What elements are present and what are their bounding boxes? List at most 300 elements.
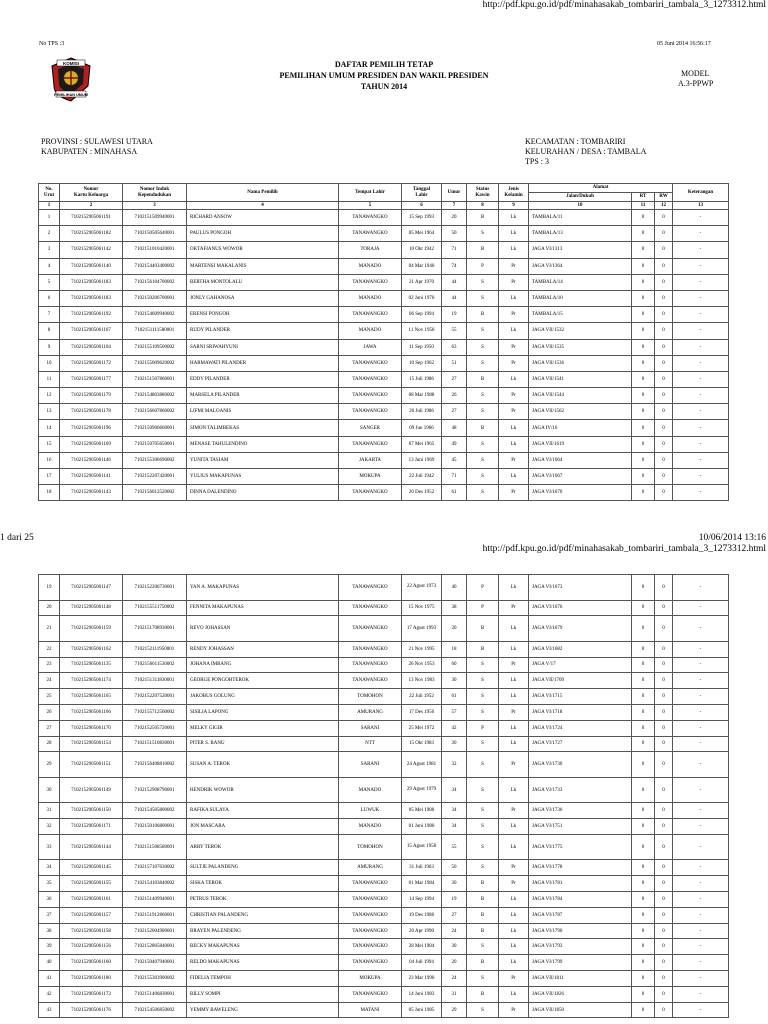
cell-tempat: TANAWANGKO	[339, 371, 402, 387]
cell-status: S	[467, 819, 499, 835]
cell-status: S	[467, 704, 499, 720]
header-nkk: Nomor Kartu Keluarga	[60, 184, 123, 202]
cell-rt: 0	[632, 404, 655, 420]
cell-keterangan: -	[673, 485, 729, 501]
table-row	[39, 210, 729, 226]
cell-no: 24	[39, 673, 60, 689]
cell-no: 2	[39, 226, 60, 242]
cell-rt: 0	[632, 907, 655, 923]
cell-nama: RELDO MAKAPUNAS	[187, 955, 339, 971]
cell-tanggal: 22 Juli 1942	[402, 469, 442, 485]
cell-umur: 48	[442, 420, 467, 436]
cell-tempat: TANAWANGKO	[339, 274, 402, 290]
cell-keterangan: -	[673, 986, 729, 1002]
footer-page: 1 dari 25	[0, 533, 34, 543]
cell-rw: 0	[655, 600, 673, 616]
cell-jk: Pr	[499, 752, 529, 778]
cell-status: S	[467, 834, 499, 860]
cell-nkk: 7102152905061158	[60, 923, 123, 939]
cell-status: S	[467, 290, 499, 306]
cell-rw: 0	[655, 323, 673, 339]
cell-nama: ERENSI PONGOH	[187, 307, 339, 323]
cell-umur: 24	[442, 971, 467, 987]
cell-status: B	[467, 641, 499, 657]
cell-umur: 19	[442, 892, 467, 908]
cell-nkk: 7102152905061135	[60, 657, 123, 673]
cell-keterangan: -	[673, 226, 729, 242]
cell-umur: 50	[442, 860, 467, 876]
cell-tanggal: 15 Agust 1958	[402, 834, 442, 860]
cell-tempat: MANADO	[339, 819, 402, 835]
cell-keterangan: -	[673, 339, 729, 355]
cell-nik: 7102154609940002	[123, 307, 187, 323]
cell-tempat: JAKARTA	[339, 452, 402, 468]
cell-nkk: 7102152905061169	[60, 436, 123, 452]
cell-status: B	[467, 923, 499, 939]
cell-nik: 7102151406830001	[123, 986, 187, 1002]
cell-keterangan: -	[673, 290, 729, 306]
header-jk: Jenis Kelamin	[499, 184, 529, 202]
cell-nama: SIMON TALIMBEKAS	[187, 420, 339, 436]
cell-nama: BRAYEN PALENDENG	[187, 923, 339, 939]
cell-nama: YULIUS MAKAPUNAS	[187, 469, 339, 485]
cell-nik: 7102150705650001	[123, 436, 187, 452]
table-row	[39, 323, 729, 339]
cell-status: B	[467, 892, 499, 908]
table-row	[39, 1002, 729, 1018]
table-row	[39, 420, 729, 436]
cell-keterangan: -	[673, 907, 729, 923]
cell-tempat: MANADO	[339, 323, 402, 339]
cell-status: S	[467, 323, 499, 339]
cell-tempat: MANADO	[339, 290, 402, 306]
table-row	[39, 752, 729, 778]
cell-rt: 0	[632, 673, 655, 689]
cell-keterangan: -	[673, 404, 729, 420]
cell-rw: 0	[655, 274, 673, 290]
cell-tanggal: 01 Mar 1984	[402, 876, 442, 892]
cell-keterangan: -	[673, 860, 729, 876]
header-number: 10	[529, 202, 632, 210]
cell-nkk: 7102152905061143	[60, 485, 123, 501]
cell-tanggal: 05 Mei 1980	[402, 803, 442, 819]
table-row	[39, 226, 729, 242]
cell-umur: 57	[442, 704, 467, 720]
cell-nik: 7102154505800002	[123, 803, 187, 819]
header-no: No. Urut	[39, 184, 60, 202]
provinsi: PROVINSI : SULAWESI UTARA	[41, 137, 153, 146]
cell-keterangan: -	[673, 939, 729, 955]
cell-jalan: JAGA VI/1778	[529, 860, 632, 876]
cell-no: 38	[39, 923, 60, 939]
cell-umur: 19	[442, 307, 467, 323]
cell-no: 27	[39, 720, 60, 736]
cell-jk: Lk	[499, 689, 529, 705]
cell-jk: Lk	[499, 420, 529, 436]
cell-no: 30	[39, 777, 60, 803]
cell-status: B	[467, 210, 499, 226]
cell-umur: 71	[442, 469, 467, 485]
cell-tempat: SARANI	[339, 720, 402, 736]
cell-no: 6	[39, 290, 60, 306]
cell-rw: 0	[655, 616, 673, 642]
cell-keterangan: -	[673, 258, 729, 274]
cell-nama: HARMAWATI PILANDER	[187, 355, 339, 371]
cell-rt: 0	[632, 860, 655, 876]
cell-jalan: TAMBALA/11	[529, 210, 632, 226]
cell-tempat: MANADO	[339, 777, 402, 803]
cell-rt: 0	[632, 704, 655, 720]
cell-nama: MARSELA PILANDER	[187, 388, 339, 404]
cell-jalan: JAGA IV/16	[529, 420, 632, 436]
cell-jk: Lk	[499, 986, 529, 1002]
header-number: 7	[442, 202, 467, 210]
cell-tempat: TANAWANGKO	[339, 307, 402, 323]
cell-umur: 29	[442, 1002, 467, 1018]
cell-nama: JAKOBUS GOLUNG	[187, 689, 339, 705]
cell-tempat: MOKUPA	[339, 971, 402, 987]
cell-umur: 74	[442, 258, 467, 274]
cell-nkk: 7102152905061164	[60, 339, 123, 355]
cell-nkk: 7102152905061183	[60, 290, 123, 306]
cell-keterangan: -	[673, 689, 729, 705]
cell-jk: Pr	[499, 307, 529, 323]
cell-tanggal: 15 Nov 1975	[402, 600, 442, 616]
cell-nik: 7102156611530002	[123, 657, 187, 673]
cell-umur: 34	[442, 803, 467, 819]
table-row	[39, 355, 729, 371]
cell-no: 32	[39, 819, 60, 835]
cell-umur: 61	[442, 485, 467, 501]
cell-nkk: 7102152905061192	[60, 307, 123, 323]
cell-status: S	[467, 1002, 499, 1018]
cell-nik: 7102156607860002	[123, 404, 187, 420]
table-row	[39, 600, 729, 616]
cell-jalan: TAMBALA/10	[529, 290, 632, 306]
cell-tempat: TOMOHON	[339, 834, 402, 860]
table-row	[39, 274, 729, 290]
page-url[interactable]: http://pdf.kpu.go.id/pdf/minahasakab_tombariri_tambala_3_1273312.html	[482, 0, 766, 10]
header-tanggal: Tanggal Lahir	[402, 184, 442, 202]
cell-nik: 7102150505640001	[123, 226, 187, 242]
table-row	[39, 803, 729, 819]
cell-rw: 0	[655, 404, 673, 420]
cell-nama: BECKY MAKAPUNAS	[187, 939, 339, 955]
cell-nkk: 7102152905061173	[60, 986, 123, 1002]
cell-rt: 0	[632, 258, 655, 274]
cell-status: S	[467, 939, 499, 955]
cell-tanggal: 17 Agust 1993	[402, 616, 442, 642]
cell-jalan: JAGA VI/1676	[529, 600, 632, 616]
cell-jalan: JAGA VI/1781	[529, 876, 632, 892]
cell-rt: 0	[632, 485, 655, 501]
cell-nik: 7102152206730001	[123, 575, 187, 601]
cell-umur: 20	[442, 955, 467, 971]
cell-umur: 30	[442, 673, 467, 689]
footer-url[interactable]: http://pdf.kpu.go.id/pdf/minahasakab_tombariri_tambala_3_1273312.html	[482, 544, 766, 554]
cell-jalan: JAGA VI/1670	[529, 485, 632, 501]
cell-tanggal: 01 Juni 1980	[402, 819, 442, 835]
cell-keterangan: -	[673, 210, 729, 226]
cell-status: S	[467, 469, 499, 485]
header-number: 8	[467, 202, 499, 210]
cell-keterangan: -	[673, 923, 729, 939]
kpu-logo-icon	[48, 56, 94, 102]
cell-keterangan: -	[673, 616, 729, 642]
cell-no: 39	[39, 939, 60, 955]
cell-rw: 0	[655, 923, 673, 939]
cell-jalan: JAGA VII/1536	[529, 355, 632, 371]
cell-umur: 34	[442, 819, 467, 835]
cell-jk: Lk	[499, 834, 529, 860]
cell-rt: 0	[632, 210, 655, 226]
cell-rw: 0	[655, 258, 673, 274]
cell-tempat: TANAWANGKO	[339, 923, 402, 939]
cell-nik: 7102155109500002	[123, 339, 187, 355]
cell-rt: 0	[632, 226, 655, 242]
cell-rw: 0	[655, 290, 673, 306]
cell-nik: 7102155712560002	[123, 704, 187, 720]
cell-rw: 0	[655, 388, 673, 404]
cell-rw: 0	[655, 689, 673, 705]
cell-nik: 7102151509940001	[123, 210, 187, 226]
header-number: 1	[39, 202, 60, 210]
table-row	[39, 720, 729, 736]
cell-nama: EDDY PILANDER	[187, 371, 339, 387]
cell-jk: Pr	[499, 404, 529, 420]
cell-rt: 0	[632, 641, 655, 657]
cell-status: B	[467, 307, 499, 323]
cell-umur: 42	[442, 720, 467, 736]
cell-status: S	[467, 274, 499, 290]
cell-nkk: 7102152905061166	[60, 704, 123, 720]
cell-rt: 0	[632, 923, 655, 939]
cell-status: S	[467, 971, 499, 987]
cell-nik: 7102154103840002	[123, 876, 187, 892]
cell-nama: FENNITA MAKAPUNAS	[187, 600, 339, 616]
cell-rt: 0	[632, 939, 655, 955]
cell-nama: YEMMY BAWELENG	[187, 1002, 339, 1018]
cell-nik: 7102156012520002	[123, 485, 187, 501]
table-row	[39, 955, 729, 971]
cell-keterangan: -	[673, 657, 729, 673]
cell-nama: MARTENSI MAKALANIS	[187, 258, 339, 274]
cell-nama: JON MASCARA	[187, 819, 339, 835]
cell-status: S	[467, 436, 499, 452]
cell-nik: 7102152505720001	[123, 720, 187, 736]
cell-umur: 18	[442, 641, 467, 657]
cell-nama: RUDY PILANDER	[187, 323, 339, 339]
cell-nkk: 7102152905061172	[60, 355, 123, 371]
cell-nkk: 7102152905061167	[60, 323, 123, 339]
cell-jk: Lk	[499, 469, 529, 485]
cell-rw: 0	[655, 892, 673, 908]
cell-rw: 0	[655, 819, 673, 835]
cell-rw: 0	[655, 971, 673, 987]
header-tempat: Tempat Lahir	[339, 184, 402, 202]
cell-nama: SISILIA LAPONG	[187, 704, 339, 720]
cell-nama: MENASE TAHULENDINO	[187, 436, 339, 452]
doc-year: TAHUN 2014	[360, 82, 408, 91]
cell-jalan: JAGA VII/1541	[529, 371, 632, 387]
cell-rt: 0	[632, 777, 655, 803]
cell-umur: 30	[442, 939, 467, 955]
table-row	[39, 657, 729, 673]
tps-label: No TPS :3	[39, 41, 65, 47]
cell-nkk: 7102152905061161	[60, 892, 123, 908]
cell-no: 4	[39, 258, 60, 274]
cell-umur: 27	[442, 371, 467, 387]
cell-status: B	[467, 371, 499, 387]
cell-tempat: MOKUPA	[339, 469, 402, 485]
cell-nkk: 7102152905061174	[60, 673, 123, 689]
cell-nama: PAULUS PONGOH	[187, 226, 339, 242]
cell-rw: 0	[655, 986, 673, 1002]
cell-rw: 0	[655, 371, 673, 387]
cell-rt: 0	[632, 986, 655, 1002]
cell-jk: Lk	[499, 777, 529, 803]
cell-umur: 31	[442, 986, 467, 1002]
cell-jk: Lk	[499, 323, 529, 339]
cell-nik: 7102150407940001	[123, 955, 187, 971]
cell-status: B	[467, 242, 499, 258]
cell-nama: YAN A. MAKAPUNAS	[187, 575, 339, 601]
cell-nkk: 7102152905061183	[60, 274, 123, 290]
cell-no: 13	[39, 404, 60, 420]
cell-jalan: JAGA VI/1667	[529, 469, 632, 485]
cell-tempat: MATANI	[339, 1002, 402, 1018]
cell-jalan: JAGA VI/1715	[529, 689, 632, 705]
cell-jk: Pr	[499, 485, 529, 501]
cell-nkk: 7102152905061140	[60, 258, 123, 274]
cell-jalan: JAGA VI/1799	[529, 955, 632, 971]
cell-rt: 0	[632, 876, 655, 892]
doc-title: DAFTAR PEMILIH TETAP	[334, 60, 434, 69]
cell-keterangan: -	[673, 803, 729, 819]
cell-nik: 7102156104700002	[123, 274, 187, 290]
cell-rw: 0	[655, 752, 673, 778]
kelurahan: KELURAHAN / DESA : TAMBALA	[525, 147, 647, 156]
cell-rt: 0	[632, 955, 655, 971]
cell-status: S	[467, 673, 499, 689]
cell-rw: 0	[655, 720, 673, 736]
cell-tanggal: 25 Mei 1972	[402, 720, 442, 736]
cell-umur: 30	[442, 876, 467, 892]
cell-nama: JOHANA IMBANG	[187, 657, 339, 673]
cell-no: 22	[39, 641, 60, 657]
cell-jalan: JAGA VII/1826	[529, 986, 632, 1002]
header-rw: RW	[655, 193, 673, 202]
cell-nik: 7102151510830001	[123, 736, 187, 752]
cell-nkk: 7102152905061147	[60, 575, 123, 601]
cell-rw: 0	[655, 657, 673, 673]
cell-umur: 38	[442, 600, 467, 616]
cell-tanggal: 21 Nov 1995	[402, 641, 442, 657]
cell-umur: 60	[442, 657, 467, 673]
header-number: 12	[655, 202, 673, 210]
cell-nkk: 7102152905061177	[60, 371, 123, 387]
cell-jalan: JAGA VII/1535	[529, 339, 632, 355]
cell-nkk: 7102152905061155	[60, 876, 123, 892]
cell-jalan: JAGA VI/1727	[529, 736, 632, 752]
cell-keterangan: -	[673, 673, 729, 689]
cell-umur: 55	[442, 834, 467, 860]
header-number-row	[39, 202, 729, 210]
cell-no: 31	[39, 803, 60, 819]
cell-tanggal: 19 Des 1986	[402, 907, 442, 923]
cell-nkk: 7102152905061176	[60, 1002, 123, 1018]
cell-keterangan: -	[673, 892, 729, 908]
cell-tanggal: 26 Juli 1986	[402, 404, 442, 420]
cell-no: 9	[39, 339, 60, 355]
cell-umur: 20	[442, 616, 467, 642]
cell-rt: 0	[632, 290, 655, 306]
cell-rw: 0	[655, 777, 673, 803]
header-status: Status Kawin	[467, 184, 499, 202]
cell-jalan: JAGA VI/1733	[529, 777, 632, 803]
cell-nkk: 7102152905061165	[60, 689, 123, 705]
cell-rw: 0	[655, 355, 673, 371]
cell-keterangan: -	[673, 600, 729, 616]
table-row	[39, 860, 729, 876]
cell-rt: 0	[632, 834, 655, 860]
cell-status: B	[467, 876, 499, 892]
cell-tanggal: 05 Juni 1985	[402, 1002, 442, 1018]
cell-nkk: 7102152905061151	[60, 752, 123, 778]
model-code: A.3-PPWP	[678, 79, 714, 88]
table-row	[39, 907, 729, 923]
cell-nkk: 7102152905061146	[60, 452, 123, 468]
cell-nik: 7102151508580001	[123, 834, 187, 860]
cell-jalan: JAGA VI/1679	[529, 616, 632, 642]
table-row	[39, 641, 729, 657]
cell-status: P	[467, 575, 499, 601]
cell-umur: 63	[442, 339, 467, 355]
cell-no: 35	[39, 876, 60, 892]
cell-jalan: JAGA VI/1736	[529, 803, 632, 819]
cell-tanggal: 17 Des 1956	[402, 704, 442, 720]
table-row	[39, 485, 729, 501]
cell-status: S	[467, 339, 499, 355]
cell-rt: 0	[632, 388, 655, 404]
cell-jk: Pr	[499, 860, 529, 876]
cell-rw: 0	[655, 575, 673, 601]
cell-no: 7	[39, 307, 60, 323]
table-row	[39, 777, 729, 803]
cell-tempat: AMURANG	[339, 860, 402, 876]
cell-rt: 0	[632, 971, 655, 987]
cell-rt: 0	[632, 469, 655, 485]
cell-tanggal: 21 Apr 1970	[402, 274, 442, 290]
table-row	[39, 575, 729, 601]
cell-rt: 0	[632, 242, 655, 258]
cell-nik: 7102155303900002	[123, 971, 187, 987]
cell-no: 34	[39, 860, 60, 876]
cell-rt: 0	[632, 752, 655, 778]
cell-tempat: SANGER	[339, 420, 402, 436]
cell-nik: 7102154803880002	[123, 388, 187, 404]
cell-rw: 0	[655, 704, 673, 720]
cell-nama: RENDY JOHASSAN	[187, 641, 339, 657]
cell-nkk: 7102152905061159	[60, 616, 123, 642]
cell-nama: FIDELIA TEMPOH	[187, 971, 339, 987]
cell-keterangan: -	[673, 752, 729, 778]
cell-status: P	[467, 258, 499, 274]
cell-jk: Pr	[499, 452, 529, 468]
cell-no: 5	[39, 274, 60, 290]
cell-rw: 0	[655, 242, 673, 258]
cell-tanggal: 13 Juni 1969	[402, 452, 442, 468]
